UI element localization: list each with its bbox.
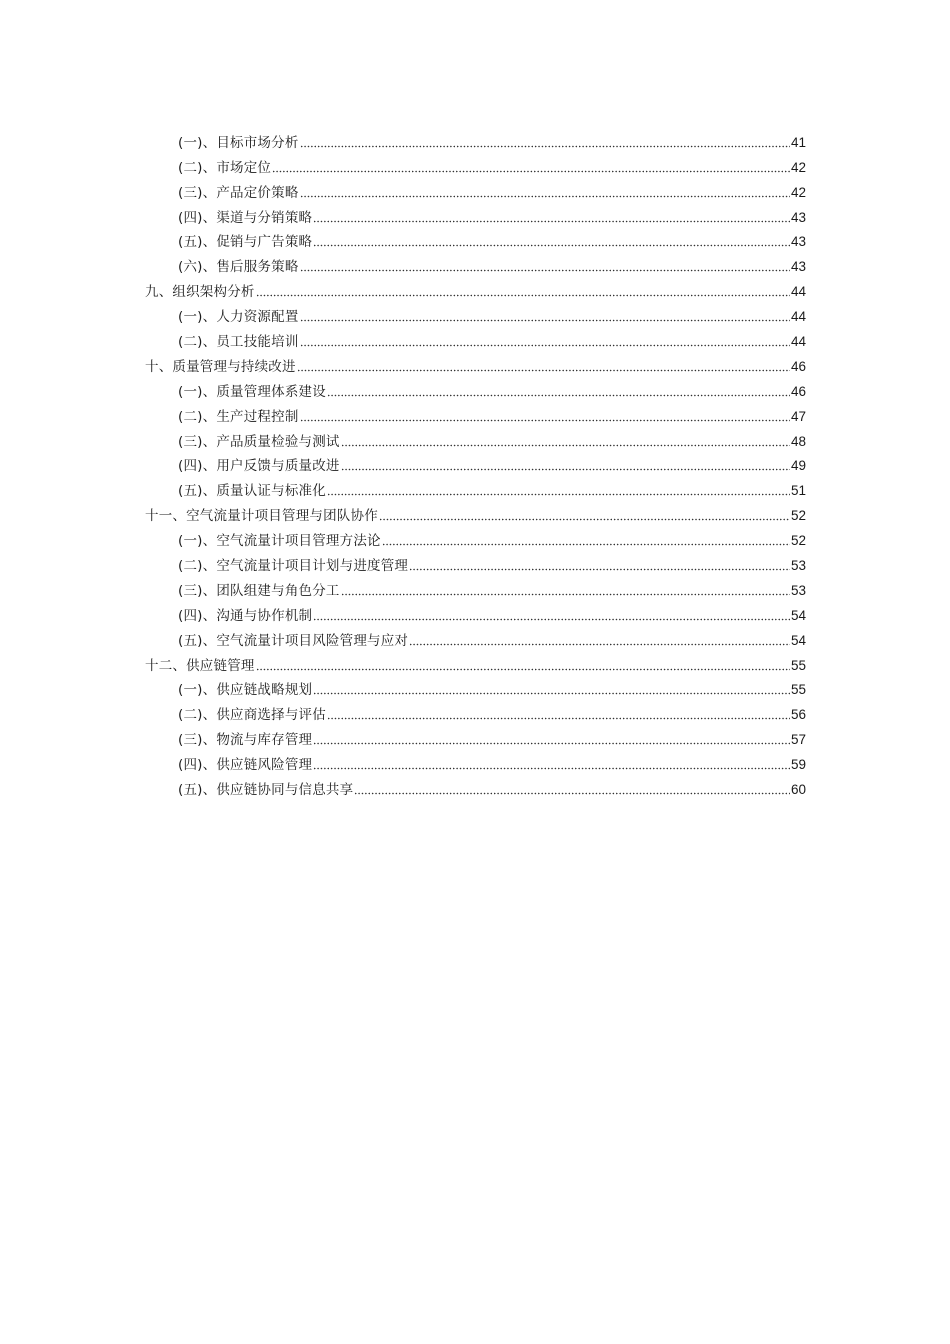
toc-entry-page-number: 44 — [790, 284, 806, 300]
toc-chapter-entry[interactable] — [145, 649, 806, 674]
toc-dot-leader — [313, 767, 790, 770]
toc-section-entry[interactable] — [145, 524, 806, 549]
table-of-contents — [145, 126, 806, 798]
toc-entry-page-number: 55 — [790, 657, 806, 673]
toc-dot-leader — [382, 543, 790, 546]
toc-entry-title: (五)、空气流量计项目风险管理与应对 — [178, 632, 409, 649]
toc-entry-page-number: 52 — [790, 508, 806, 524]
toc-entry-title: (一)、人力资源配置 — [178, 309, 299, 326]
toc-entry-title: (一)、质量管理体系建设 — [178, 383, 326, 400]
toc-section-entry[interactable] — [145, 250, 806, 275]
toc-entry-title: (一)、空气流量计项目管理方法论 — [178, 533, 381, 550]
toc-entry-page-number: 42 — [790, 159, 806, 175]
toc-entry-title: (二)、员工技能培训 — [178, 334, 299, 351]
toc-dot-leader — [341, 444, 790, 447]
toc-section-entry[interactable] — [145, 126, 806, 151]
toc-chapter-entry[interactable] — [145, 499, 806, 524]
toc-entry-page-number: 48 — [790, 433, 806, 449]
toc-entry-page-number: 43 — [790, 259, 806, 275]
toc-dot-leader — [313, 618, 790, 621]
toc-entry-title: (五)、质量认证与标准化 — [178, 483, 326, 500]
toc-entry-title: (四)、渠道与分销策略 — [178, 209, 313, 226]
toc-section-entry[interactable] — [145, 474, 806, 499]
toc-entry-title: (二)、生产过程控制 — [178, 408, 299, 425]
toc-entry-title: (三)、团队组建与角色分工 — [178, 582, 340, 599]
toc-chapter-entry[interactable] — [145, 350, 806, 375]
toc-dot-leader — [300, 145, 790, 148]
toc-entry-page-number: 44 — [790, 309, 806, 325]
toc-entry-page-number: 56 — [790, 707, 806, 723]
toc-dot-leader — [327, 717, 790, 720]
toc-dot-leader — [297, 369, 790, 372]
toc-entry-page-number: 46 — [790, 358, 806, 374]
toc-entry-title: (三)、产品质量检验与测试 — [178, 433, 340, 450]
toc-dot-leader — [409, 643, 790, 646]
toc-entry-page-number: 46 — [790, 383, 806, 399]
toc-section-entry[interactable] — [145, 599, 806, 624]
toc-entry-title: (四)、用户反馈与质量改进 — [178, 458, 340, 475]
toc-entry-title: (六)、售后服务策略 — [178, 259, 299, 276]
toc-entry-title: (四)、供应链风险管理 — [178, 757, 313, 774]
toc-entry-page-number: 51 — [790, 483, 806, 499]
toc-entry-title: (五)、供应链协同与信息共享 — [178, 782, 354, 799]
toc-entry-page-number: 55 — [790, 682, 806, 698]
toc-entry-title: (一)、目标市场分析 — [178, 134, 299, 151]
toc-dot-leader — [327, 493, 790, 496]
toc-section-entry[interactable] — [145, 624, 806, 649]
toc-section-entry[interactable] — [145, 723, 806, 748]
toc-dot-leader — [300, 319, 790, 322]
toc-section-entry[interactable] — [145, 375, 806, 400]
toc-section-entry[interactable] — [145, 574, 806, 599]
toc-dot-leader — [256, 668, 790, 671]
toc-entry-title: (一)、供应链战略规划 — [178, 682, 313, 699]
toc-section-entry[interactable] — [145, 400, 806, 425]
toc-entry-title: 九、组织架构分析 — [145, 284, 255, 301]
toc-entry-page-number: 47 — [790, 408, 806, 424]
toc-entry-title: (三)、物流与库存管理 — [178, 732, 313, 749]
toc-dot-leader — [341, 593, 790, 596]
toc-section-entry[interactable] — [145, 425, 806, 450]
toc-entry-title: (五)、促销与广告策略 — [178, 234, 313, 251]
toc-dot-leader — [379, 518, 790, 521]
toc-section-entry[interactable] — [145, 300, 806, 325]
toc-entry-page-number: 52 — [790, 533, 806, 549]
toc-entry-title: (二)、空气流量计项目计划与进度管理 — [178, 558, 409, 575]
toc-dot-leader — [313, 742, 790, 745]
toc-section-entry[interactable] — [145, 674, 806, 699]
toc-dot-leader — [300, 419, 790, 422]
toc-entry-page-number: 53 — [790, 558, 806, 574]
toc-dot-leader — [300, 269, 790, 272]
toc-entry-page-number: 41 — [790, 134, 806, 150]
toc-dot-leader — [300, 195, 790, 198]
toc-section-entry[interactable] — [145, 226, 806, 251]
toc-entry-page-number: 53 — [790, 582, 806, 598]
toc-section-entry[interactable] — [145, 773, 806, 798]
toc-entry-title: (二)、市场定位 — [178, 159, 272, 176]
toc-dot-leader — [313, 692, 790, 695]
toc-entry-page-number: 43 — [790, 209, 806, 225]
toc-dot-leader — [272, 170, 790, 173]
toc-section-entry[interactable] — [145, 176, 806, 201]
toc-entry-page-number: 57 — [790, 732, 806, 748]
toc-section-entry[interactable] — [145, 549, 806, 574]
toc-entry-title: (三)、产品定价策略 — [178, 184, 299, 201]
toc-entry-title: 十二、供应链管理 — [145, 657, 255, 674]
toc-entry-page-number: 60 — [790, 782, 806, 798]
toc-entry-title: (二)、供应商选择与评估 — [178, 707, 326, 724]
toc-section-entry[interactable] — [145, 748, 806, 773]
toc-dot-leader — [313, 244, 790, 247]
toc-entry-title: 十一、空气流量计项目管理与团队协作 — [145, 508, 378, 525]
toc-section-entry[interactable] — [145, 698, 806, 723]
toc-entry-page-number: 59 — [790, 757, 806, 773]
toc-entry-page-number: 43 — [790, 234, 806, 250]
toc-entry-page-number: 44 — [790, 334, 806, 350]
toc-dot-leader — [256, 294, 790, 297]
toc-entry-page-number: 54 — [790, 632, 806, 648]
toc-entry-page-number: 54 — [790, 607, 806, 623]
toc-entry-page-number: 49 — [790, 458, 806, 474]
toc-section-entry[interactable] — [145, 450, 806, 475]
toc-chapter-entry[interactable] — [145, 275, 806, 300]
toc-entry-title: (四)、沟通与协作机制 — [178, 607, 313, 624]
toc-dot-leader — [300, 344, 790, 347]
toc-section-entry[interactable] — [145, 325, 806, 350]
toc-section-entry[interactable] — [145, 201, 806, 226]
toc-entry-page-number: 42 — [790, 184, 806, 200]
toc-dot-leader — [409, 568, 790, 571]
toc-dot-leader — [313, 220, 790, 223]
toc-dot-leader — [341, 468, 790, 471]
toc-dot-leader — [327, 394, 790, 397]
toc-section-entry[interactable] — [145, 151, 806, 176]
toc-dot-leader — [354, 792, 790, 795]
toc-entry-title: 十、质量管理与持续改进 — [145, 358, 296, 375]
